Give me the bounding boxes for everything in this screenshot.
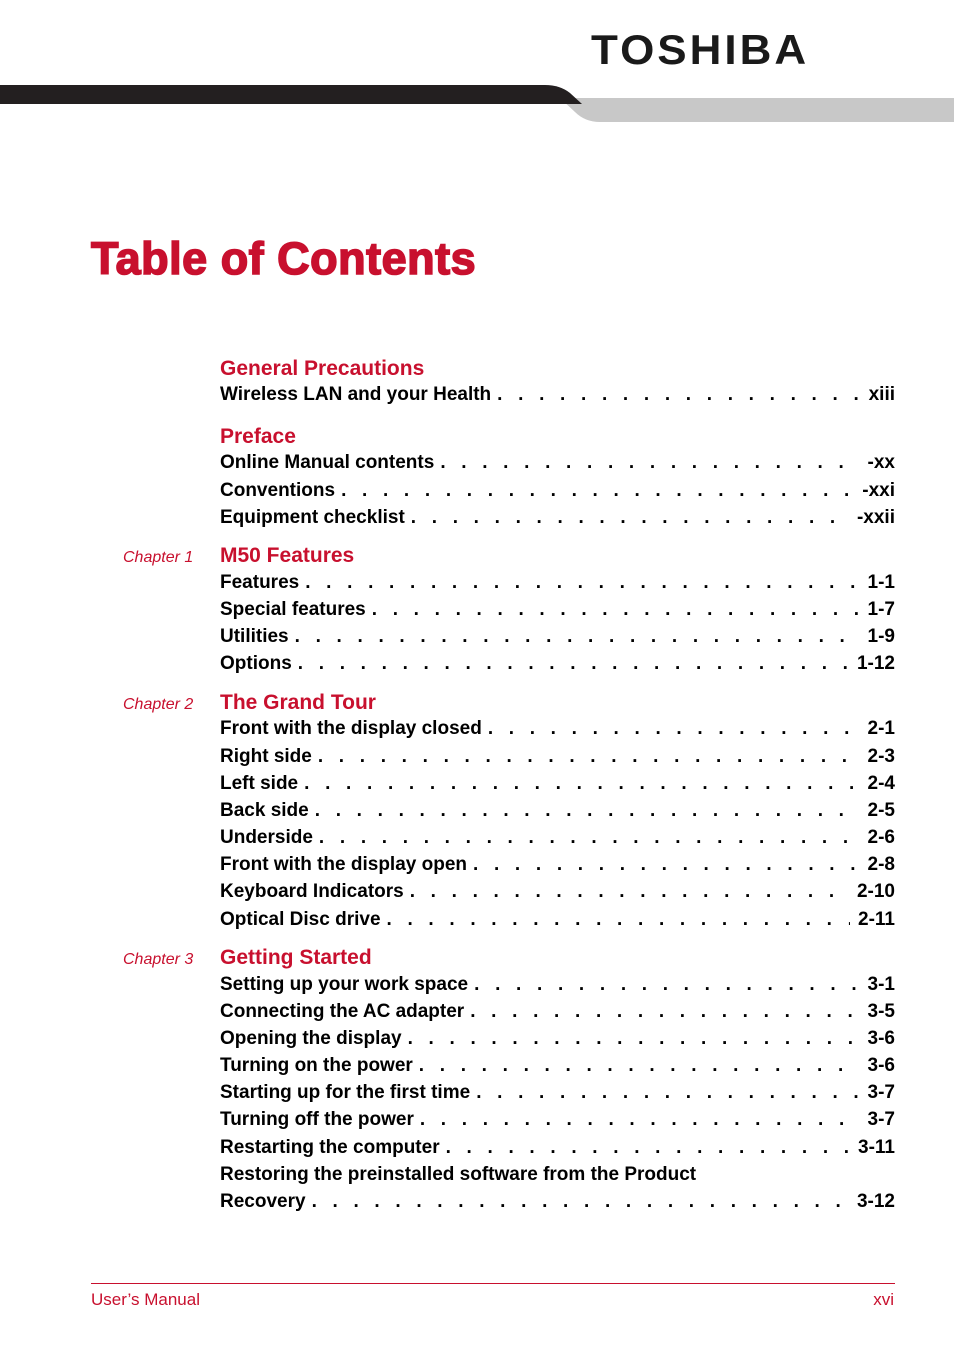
entry-label: Turning off the power [220, 1109, 414, 1130]
chapter-label-2: Chapter 2 [123, 696, 194, 713]
entry-page: 2-5 [867, 800, 895, 821]
leader-dots [440, 451, 859, 475]
toc-entry[interactable] [220, 799, 895, 823]
entry-label: Starting up for the first time [220, 1082, 471, 1103]
entry-page: 3-7 [867, 1109, 895, 1130]
toc-entry[interactable] [220, 506, 895, 530]
entry-label: Back side [220, 800, 309, 821]
entry-label: Conventions [220, 480, 336, 501]
toc-entry[interactable] [220, 908, 895, 932]
toc-entry[interactable] [220, 880, 895, 904]
entry-label: Equipment checklist [220, 507, 405, 528]
toc-entry[interactable] [220, 772, 895, 796]
entry-page: -xxii [856, 507, 895, 528]
section-title-m50-features[interactable]: M50 Features [220, 544, 355, 567]
section-title-preface[interactable]: Preface [220, 425, 296, 448]
section-title-getting-started[interactable]: Getting Started [220, 946, 372, 969]
entry-label: Turning on the power [220, 1055, 413, 1076]
entry-label: Wireless LAN and your Health [220, 384, 492, 405]
entry-page: 2-1 [867, 718, 895, 739]
leader-dots [420, 1108, 860, 1132]
entry-label: Restarting the computer [220, 1137, 440, 1158]
leader-dots [298, 652, 849, 676]
leader-dots [410, 880, 849, 904]
leader-dots [319, 826, 860, 850]
leader-dots [295, 625, 860, 649]
leader-dots [312, 1190, 849, 1214]
toc-entry[interactable] [220, 383, 895, 407]
entry-page: 3-11 [858, 1137, 895, 1158]
entry-page: 1-1 [867, 572, 895, 593]
entry-label: Online Manual contents [220, 452, 435, 473]
leader-dots [341, 479, 854, 503]
toc-entry[interactable] [220, 652, 895, 676]
entry-page: 3-6 [867, 1028, 895, 1049]
entry-label: Keyboard Indicators [220, 881, 404, 902]
footer-divider [91, 1283, 895, 1284]
leader-dots [470, 1000, 859, 1024]
toc-entry[interactable] [220, 625, 895, 649]
entry-label: Options [220, 653, 292, 674]
toc-entry[interactable] [220, 479, 895, 503]
header-band [0, 80, 954, 125]
entry-page: 3-6 [867, 1055, 895, 1076]
entry-page: 3-1 [867, 974, 895, 995]
leader-dots [315, 799, 860, 823]
section-title-general-precautions[interactable]: General Precautions [220, 357, 425, 380]
toc-entry[interactable] [220, 1108, 895, 1132]
entry-label: Setting up your work space [220, 974, 469, 995]
chapter-label-1: Chapter 1 [123, 549, 194, 566]
leader-dots [474, 973, 859, 997]
toc-entry[interactable] [220, 598, 895, 622]
header-band-light [560, 98, 954, 122]
leader-dots [372, 598, 860, 622]
section-title-the-grand-tour[interactable]: The Grand Tour [220, 691, 376, 714]
entry-label: Recovery [220, 1191, 306, 1212]
leader-dots [305, 571, 859, 595]
leader-dots [473, 853, 860, 877]
toshiba-logo: TOSHIBA [591, 27, 810, 74]
page-title: Table of Contents [91, 233, 477, 284]
toc-entry[interactable] [220, 1136, 895, 1160]
entry-label: Left side [220, 773, 299, 794]
leader-dots [387, 908, 851, 932]
entry-page: 2-3 [867, 746, 895, 767]
header-band-dark [0, 85, 582, 104]
entry-page: xiii [868, 384, 895, 405]
toc-entry[interactable] [220, 1081, 895, 1105]
entry-label: Opening the display [220, 1028, 402, 1049]
entry-label: Optical Disc drive [220, 909, 381, 930]
entry-label: Special features [220, 599, 366, 620]
entry-label: Features [220, 572, 300, 593]
entry-page: -xxi [862, 480, 895, 501]
entry-page: 3-7 [867, 1082, 895, 1103]
entry-page: 3-5 [867, 1001, 895, 1022]
entry-page: -xx [867, 452, 895, 473]
footer-manual-title: User’s Manual [91, 1290, 200, 1309]
entry-label: Front with the display open [220, 854, 467, 875]
entry-page: 3-12 [856, 1191, 895, 1212]
leader-dots [411, 506, 849, 530]
leader-dots [488, 717, 860, 741]
toc-entry[interactable] [220, 1190, 895, 1214]
toc-entry[interactable] [220, 451, 895, 475]
entry-page: 2-8 [867, 854, 895, 875]
leader-dots [497, 383, 860, 407]
entry-page: 1-12 [856, 653, 895, 674]
toc-entry-line1[interactable]: Restoring the preinstalled software from the Product [220, 1164, 697, 1185]
leader-dots [446, 1136, 850, 1160]
toc-entry[interactable] [220, 1000, 895, 1024]
toc-entry[interactable] [220, 717, 895, 741]
leader-dots [304, 772, 859, 796]
leader-dots [408, 1027, 860, 1051]
entry-page: 2-11 [858, 909, 895, 930]
entry-label: Connecting the AC adapter [220, 1001, 465, 1022]
toc-entry[interactable] [220, 853, 895, 877]
entry-page: 2-6 [867, 827, 895, 848]
entry-page: 2-10 [856, 881, 895, 902]
entry-label: Underside [220, 827, 313, 848]
leader-dots [318, 745, 860, 769]
chapter-label-3: Chapter 3 [123, 951, 194, 968]
toc-entry[interactable] [220, 826, 895, 850]
leader-dots [476, 1081, 859, 1105]
leader-dots [419, 1054, 860, 1078]
toc-entry[interactable] [220, 571, 895, 595]
entry-page: 1-7 [867, 599, 895, 620]
entry-page: 1-9 [867, 626, 895, 647]
toc-entry[interactable] [220, 745, 895, 769]
entry-label: Right side [220, 746, 312, 767]
entry-page: 2-4 [867, 773, 895, 794]
entry-label: Utilities [220, 626, 289, 647]
toc-entry[interactable] [220, 1054, 895, 1078]
toc-entry[interactable] [220, 973, 895, 997]
entry-label: Front with the display closed [220, 718, 482, 739]
footer-page-number: xvi [873, 1290, 894, 1309]
toc-entry[interactable] [220, 1027, 895, 1051]
